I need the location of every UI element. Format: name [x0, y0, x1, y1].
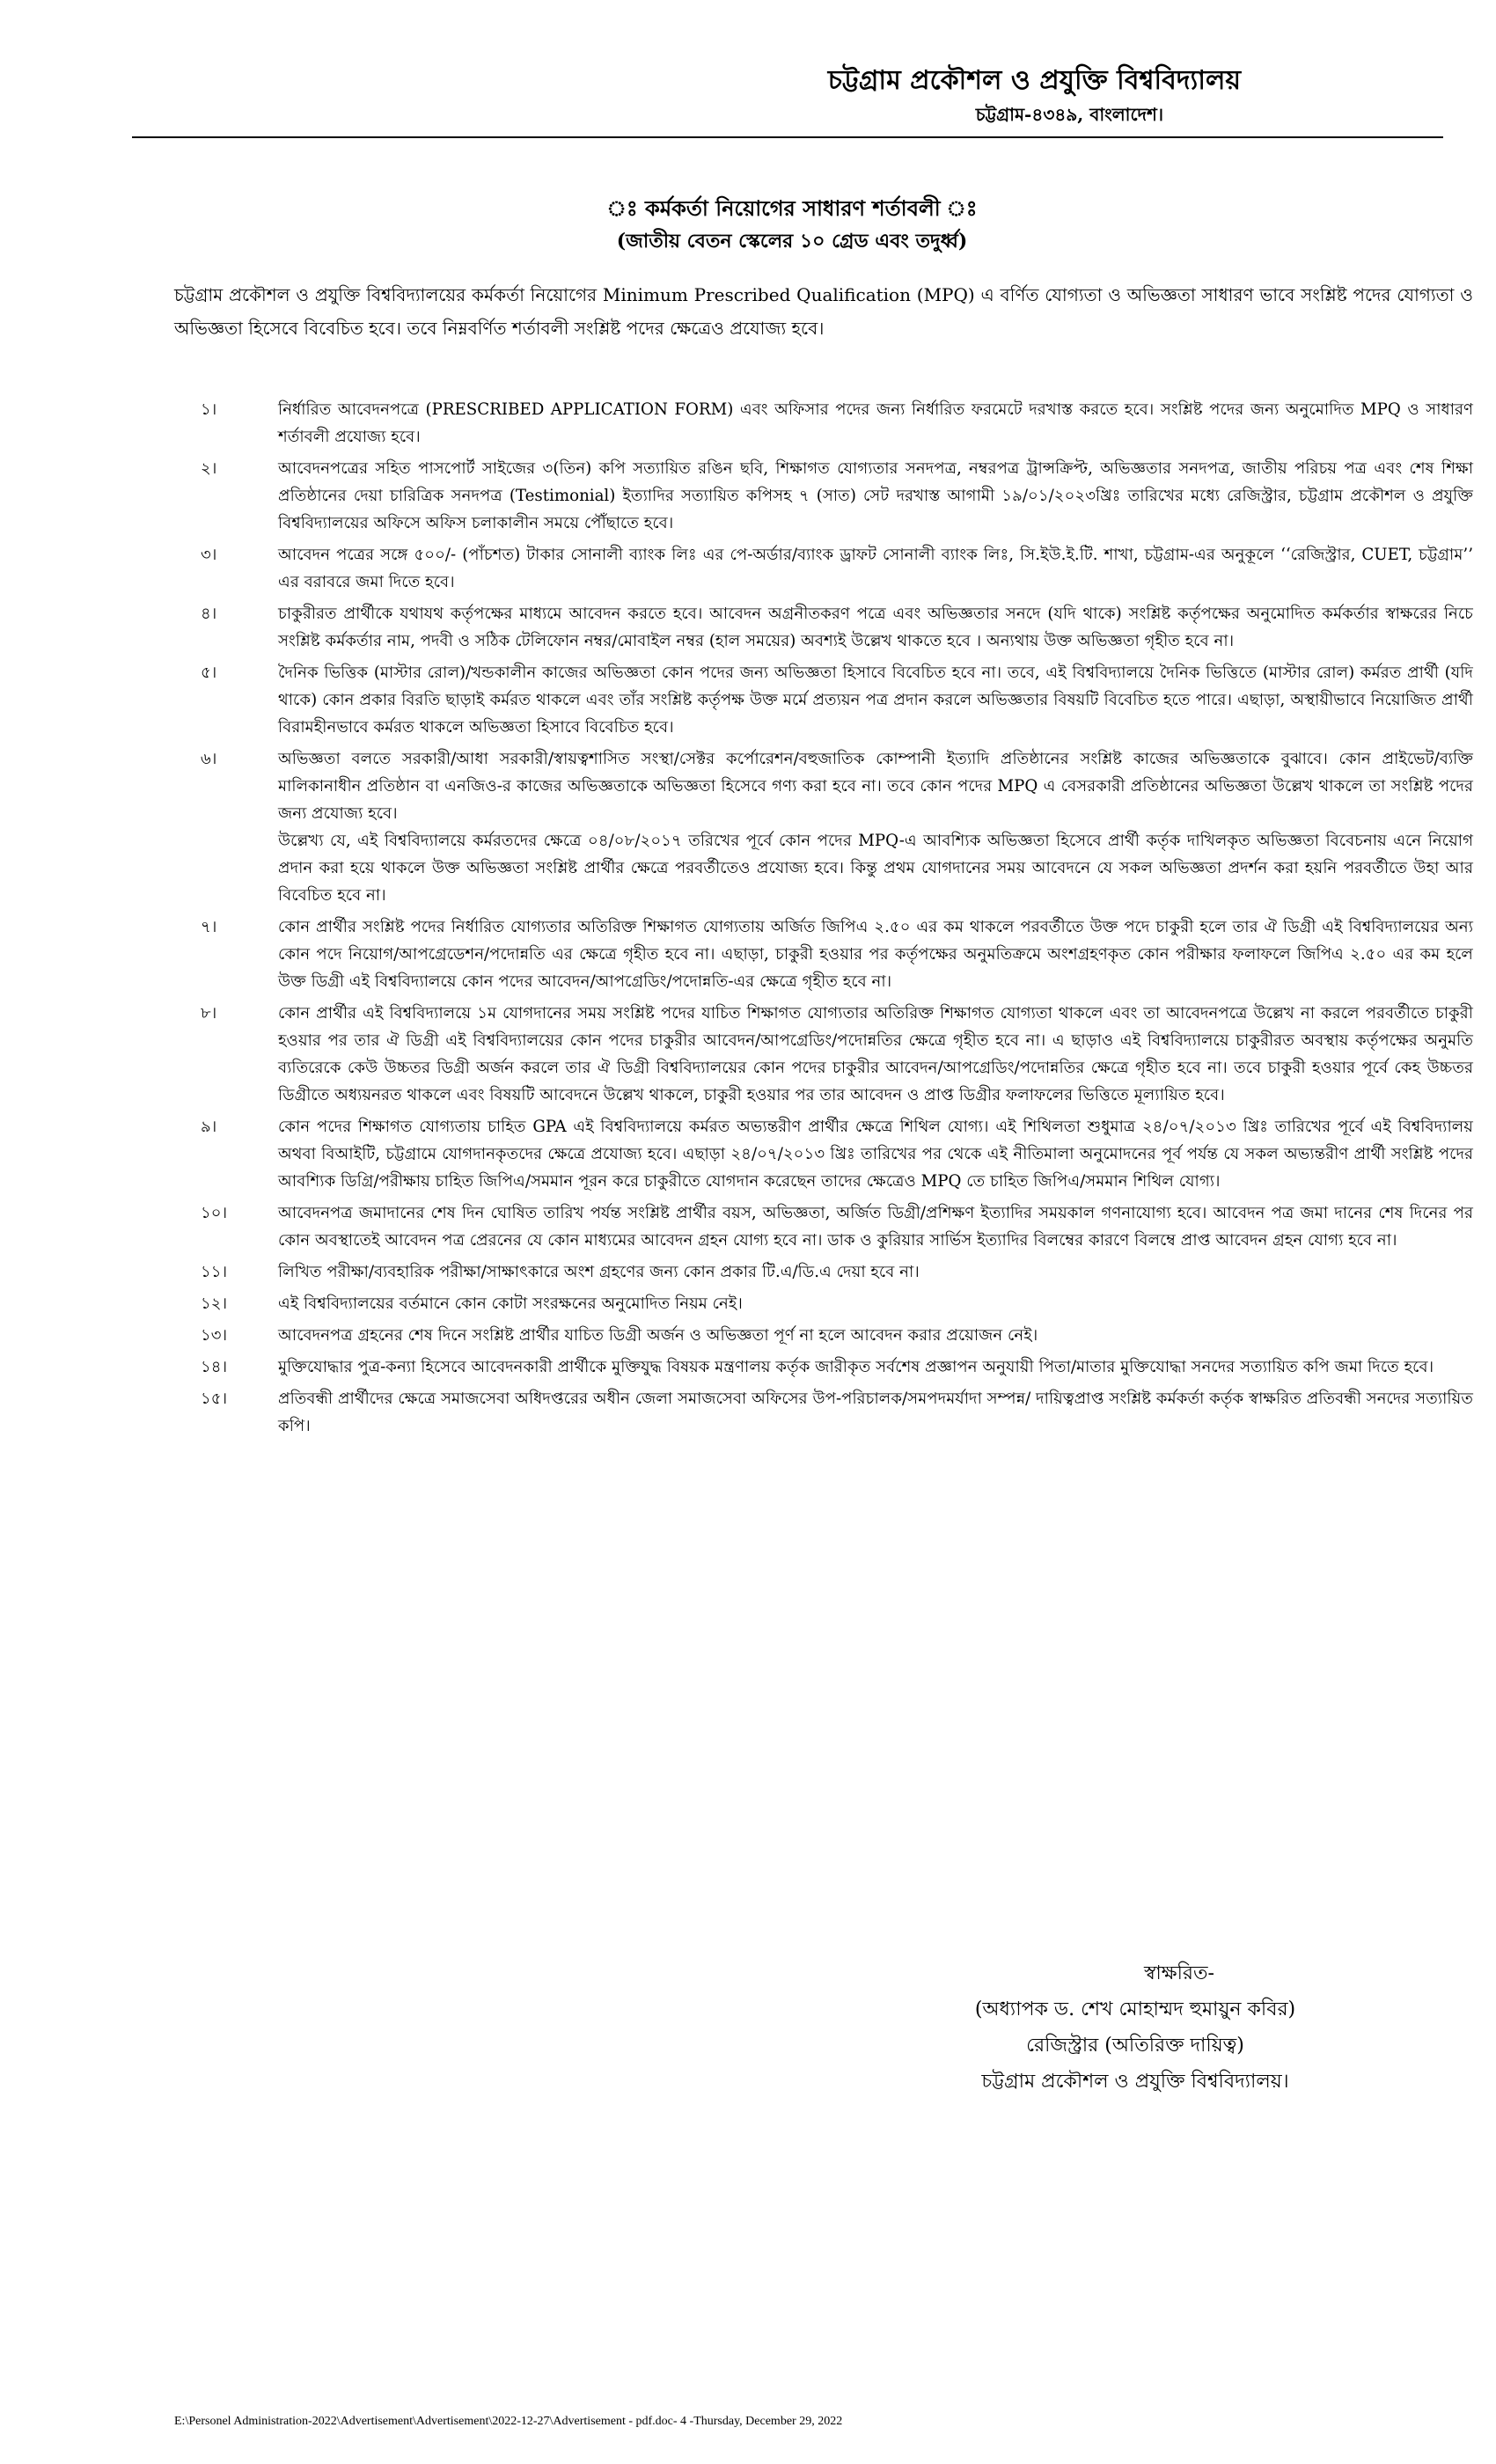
- term-text: আবেদন পত্রের সঙ্গে ৫০০/- (পাঁচশত) টাকার সোনালী ব্যাংক লিঃ এর পে-অর্ডার/ব্যাংক ড্রাফট সোনালী ব্যাংক লিঃ, সি.ইউ.ই.টি. শাখা, চট্টগ্রাম-এর অনুকূলে ‘‘রেজিস্ট্রার, CUET, চট্টগ্রাম’’ এর বরাবরে জমা দিতে হবে।: [278, 546, 1473, 591]
- term-text: চাকুরীরত প্রার্থীকে যথাযথ কর্তৃপক্ষের মাধ্যমে আবেদন করতে হবে। আবেদন অগ্রনীতকরণ পত্রে এবং অভিজ্ঞতার সনদে (যদি থাকে) সংশ্লিষ্ট কর্তৃপক্ষের অনুমোদিত কর্মকর্তার স্বাক্ষরের নিচে সংশ্লিষ্ট কর্মকর্তার নাম, পদবী ও সঠিক টেলিফোন নম্বর/মোবাইল নম্বর (হাল সময়ের) অবশ্যই উল্লেখ থাকতে হবে । অন্যথায় উক্ত অভিজ্ঞতা গৃহীত হবে না।: [278, 605, 1473, 650]
- term-text: মুক্তিযোদ্ধার পুত্র-কন্যা হিসেবে আবেদনকারী প্রার্থীকে মুক্তিযুদ্ধ বিষয়ক মন্ত্রণালয় কর্তৃক জারীকৃত সর্বশেষ প্রজ্ঞাপন অনুযায়ী পিতা/মাতার মুক্তিযোদ্ধা সনদের সত্যায়িত কপি জমা দিতে হবে।: [278, 1358, 1434, 1376]
- list-item: [174, 541, 1473, 596]
- intro-paragraph: চট্টগ্রাম প্রকৌশল ও প্রযুক্তি বিশ্ববিদ্যালয়ের কর্মকর্তা নিয়োগের Minimum Prescribed Qualification (MPQ) এ বর্ণিত যোগ্যতা ও অভিজ্ঞতা সাধারণ ভাবে সংশ্লিষ্ট পদের যোগ্যতা ও অভিজ্ঞতা হিসেবে বিবেচিত হবে। তবে নিম্নবর্ণিত শর্তাবলী সংশ্লিষ্ট পদের ক্ষেত্রেও প্রযোজ্য হবে।: [174, 284, 1473, 339]
- list-item: [174, 913, 1473, 995]
- list-item: [174, 1385, 1473, 1440]
- list-item: [174, 745, 1473, 909]
- list-item: [174, 1258, 1473, 1286]
- university-name: চট্টগ্রাম প্রকৌশল ও প্রযুক্তি বিশ্ববিদ্যালয়: [827, 65, 1241, 96]
- term-number: ১।: [201, 400, 217, 419]
- list-item: [174, 396, 1473, 451]
- letterhead: [132, 62, 1443, 128]
- term-number: ১৫।: [201, 1390, 228, 1408]
- term-text: আবেদনপত্র গ্রহনের শেষ দিনে সংশ্লিষ্ট প্রার্থীর যাচিত ডিগ্রী অর্জন ও অভিজ্ঞতা পূর্ণ না হলে আবেদন করার প্রয়োজন নেই।: [278, 1326, 1038, 1345]
- terms-list: [174, 396, 1473, 1444]
- signatory-designation: রেজিস্ট্রার (অতিরিক্ত দায়িত্ব): [1026, 2035, 1244, 2057]
- list-item: [174, 1199, 1473, 1254]
- document-subtitle: (জাতীয় বেতন স্কেলের ১০ গ্রেড এবং তদুর্ধ্ব): [616, 230, 968, 253]
- signature-label: স্বাক্ষরিত-: [1144, 1962, 1214, 1984]
- term-number: ১০।: [201, 1204, 228, 1222]
- file-path-footer: E:\Personel Administration-2022\Advertisement\Advertisement\2022-12-27\Advertisement - pdf.doc- 4 -Thursday, December 29, 2022: [174, 2415, 843, 2428]
- university-address: চট্টগ্রাম-৪৩৪৯, বাংলাদেশ।: [975, 104, 1163, 125]
- list-item: [174, 659, 1473, 741]
- term-text: আবেদনপত্র জমাদানের শেষ দিন ঘোষিত তারিখ পর্যন্ত সংশ্লিষ্ট প্রার্থীর বয়স, অভিজ্ঞতা, অর্জিত ডিগ্রী/প্রশিক্ষণ ইত্যাদির সময়কাল গণনাযোগ্য হবে। আবেদন পত্র জমা দানের শেষ দিনের পর কোন অবস্থাতেই আবেদন পত্র প্রেরনের যে কোন মাধ্যমের আবেদন গ্রহন যোগ্য হবে না। ডাক ও কুরিয়ার সার্ভিস ইত্যাদির বিলম্বের কারণে বিলম্বে প্রাপ্ত আবেদন গ্রহন যোগ্য হবে না।: [278, 1204, 1473, 1250]
- term-number: ৩।: [201, 546, 217, 564]
- term-number: ১১।: [201, 1263, 228, 1281]
- term-number: ৮।: [201, 1004, 217, 1023]
- list-item: [174, 1322, 1473, 1349]
- list-item: [174, 600, 1473, 655]
- term-text: আবেদনপত্রের সহিত পাসপোর্ট সাইজের ৩(তিন) কপি সত্যায়িত রঙিন ছবি, শিক্ষাগত যোগ্যতার সনদপত্র, নম্বরপত্র ট্রান্সক্রিপ্ট, অভিজ্ঞতার সনদপত্র, জাতীয় পরিচয় পত্র এবং শেষ শিক্ষা প্রতিষ্ঠানের দেয়া চারিত্রিক সনদপত্র (Testimonial) ইত্যাদির সত্যায়িত কপিসহ ৭ (সাত) সেট দরখাস্ত আগামী ১৯/০১/২০২৩খ্রিঃ তারিখের মধ্যে রেজিস্ট্রার, চট্টগ্রাম প্রকৌশল ও প্রযুক্তি বিশ্ববিদ্যালয়ের অফিসে অফিস চলাকালীন সময়ে পৌঁছাতে হবে।: [278, 459, 1473, 532]
- term-number: ৫।: [201, 664, 217, 682]
- term-number: ৪।: [201, 605, 217, 623]
- signature-block: [862, 1955, 1408, 2100]
- term-note: উল্লেখ্য যে, এই বিশ্ববিদ্যালয়ে কর্মরতদের ক্ষেত্রে ০৪/০৮/২০১৭ তরিখের পূর্বে কোন পদের MPQ-এ আবশ্যিক অভিজ্ঞতা হিসেবে প্রার্থী কর্তৃক দাখিলকৃত অভিজ্ঞতা বিবেচনায় এনে নিয়োগ প্রদান করা হয়ে থাকলে উক্ত অভিজ্ঞতা সংশ্লিষ্ট প্রার্থীর ক্ষেত্রে পরবর্তীতেও প্রযোজ্য হবে। কিন্তু প্রথম যোগদানের সময় আবেদনে যে সকল অভিজ্ঞতা প্রদর্শন করা হয়নি পরবর্তীতে উহা আর বিবেচিত হবে না।: [278, 832, 1473, 905]
- term-text: কোন প্রার্থীর এই বিশ্ববিদ্যালয়ে ১ম যোগদানের সময় সংশ্লিষ্ট পদের যাচিত শিক্ষাগত যোগ্যতার অতিরিক্ত শিক্ষাগত যোগ্যতা থাকলে এবং তা আবেদনপত্রে উল্লেখ না করলে পরবর্তীতে চাকুরী হওয়ার পর তার ঐ ডিগ্রী এই বিশ্ববিদ্যালয়ের কোন পদের চাকুরীর আবেদন/আপগ্রেডিং/পদোন্নতির ক্ষেত্রে গৃহীত হবে না। এ ছাড়াও এই বিশ্ববিদ্যালয়ে চাকুরীরত অবস্থায় কর্তৃপক্ষের অনুমতি ব্যতিরেকে কেউ উচ্চতর ডিগ্রী অর্জন করলে তার ঐ ডিগ্রী বিশ্ববিদ্যালয়ের কোন পদের চাকুরীর আবেদন/আপগ্রেডিং/পদোন্নতির ক্ষেত্রে গৃহীত হবে না। তবে চাকুরী হওয়ার পূর্বে কেহ উচ্চতর ডিগ্রীতে অধ্যয়নরত থাকলে এবং বিষয়টি আবেদনে উল্লেখ থাকলে, চাকুরী হওয়ার পর তার আবেদন ও প্রাপ্ত ডিগ্রীর ফলাফলের ভিত্তিতে মূল্যায়িত হবে।: [278, 1004, 1473, 1104]
- list-item: [174, 1290, 1473, 1317]
- header-divider: [132, 136, 1443, 138]
- term-number: ৭।: [201, 918, 217, 936]
- term-text: নির্ধারিত আবেদনপত্রে (PRESCRIBED APPLICATION FORM) এবং অফিসার পদের জন্য নির্ধারিত ফরমেটে দরখাস্ত করতে হবে। সংশ্লিষ্ট পদের জন্য অনুমোদিত MPQ ও সাধারণ শর্তাবলী প্রযোজ্য হবে।: [278, 400, 1473, 446]
- title-block: [132, 192, 1452, 257]
- list-item: [174, 1113, 1473, 1195]
- term-number: ১৪।: [201, 1358, 228, 1376]
- term-number: ২।: [201, 459, 217, 478]
- signatory-name: (অধ্যাপক ড. শেখ মোহাম্মদ হুমায়ুন কবির): [974, 1998, 1296, 2020]
- list-item: [174, 1000, 1473, 1109]
- document-title: ঃ কর্মকর্তা নিয়োগের সাধারণ শর্তাবলী ঃ: [606, 195, 978, 221]
- signatory-institution: চট্টগ্রাম প্রকৌশল ও প্রযুক্তি বিশ্ববিদ্যালয়।: [981, 2071, 1289, 2093]
- term-number: ৬।: [201, 750, 217, 768]
- term-text: প্রতিবন্ধী প্রার্থীদের ক্ষেত্রে সমাজসেবা অধিদপ্তরের অধীন জেলা সমাজসেবা অফিসের উপ-পরিচালক/সমপদমর্যাদা সম্পন্ন/ দায়িত্বপ্রাপ্ত সংশ্লিষ্ট কর্মকর্তা কর্তৃক স্বাক্ষরিত প্রতিবন্ধী সনদের সত্যায়িত কপি।: [278, 1390, 1473, 1435]
- term-text: লিখিত পরীক্ষা/ব্যবহারিক পরীক্ষা/সাক্ষাৎকারে অংশ গ্রহণের জন্য কোন প্রকার টি.এ/ডি.এ দেয়া হবে না।: [278, 1263, 920, 1281]
- term-number: ১৩।: [201, 1326, 228, 1345]
- list-item: [174, 455, 1473, 537]
- term-text: অভিজ্ঞতা বলতে সরকারী/আধা সরকারী/স্বায়ত্বশাসিত সংস্থা/সেক্টর কর্পোরেশন/বহুজাতিক কোম্পানী ইত্যাদি প্রতিষ্ঠানের সংশ্লিষ্ট কাজের অভিজ্ঞতাকে বুঝাবে। কোন প্রাইভেট/ব্যক্তি মালিকানাধীন প্রতিষ্ঠান বা এনজিও-র কাজের অভিজ্ঞতাকে অভিজ্ঞতা হিসেবে গণ্য করা হবে না। তবে কোন পদের MPQ এ বেসরকারী প্রতিষ্ঠানের অভিজ্ঞতা উল্লেখ থাকলে তা সংশ্লিষ্ট পদের জন্য প্রযোজ্য হবে।: [278, 750, 1473, 823]
- term-text: এই বিশ্ববিদ্যালয়ের বর্তমানে কোন কোটা সংরক্ষনের অনুমোদিত নিয়ম নেই।: [278, 1294, 743, 1313]
- term-text: দৈনিক ভিত্তিক (মাস্টার রোল)/খন্ডকালীন কাজের অভিজ্ঞতা কোন পদের জন্য অভিজ্ঞতা হিসাবে বিবেচিত হবে না। তবে, এই বিশ্ববিদ্যালয়ে দৈনিক ভিত্তিতে (মাস্টার রোল) কর্মরত প্রার্থী (যদি থাকে) কোন প্রকার বিরতি ছাড়াই কর্মরত থাকলে এবং তাঁর সংশ্লিষ্ট কর্তৃপক্ষ উক্ত মর্মে প্রত্যয়ন পত্র প্রদান করলে অভিজ্ঞতার বিষয়টি বিবেচিত হতে পারে। এছাড়া, অস্থায়ীভাবে নিয়োজিত প্রার্থী বিরামহীনভাবে কর্মরত থাকলে অভিজ্ঞতা হিসাবে বিবেচিত হবে।: [278, 664, 1473, 737]
- term-number: ৯।: [201, 1118, 217, 1136]
- term-text: কোন প্রার্থীর সংশ্লিষ্ট পদের নির্ধারিত যোগ্যতার অতিরিক্ত শিক্ষাগত যোগ্যতায় অর্জিত জিপিএ ২.৫০ এর কম থাকলে পরবর্তীতে উক্ত পদে চাকুরী হলে তার ঐ ডিগ্রী এই বিশ্ববিদ্যালয়ের অন্য কোন পদে নিয়োগ/আপগ্রেডেশন/পদোন্নতি এর ক্ষেত্রে গৃহীত হবে না। এছাড়া, চাকুরী হওয়ার পর কর্তৃপক্ষের অনুমতিক্রমে অংশগ্রহণকৃত কোন পরীক্ষার ফলাফলে জিপিএ ২.৫০ এর কম হলে উক্ত ডিগ্রী এই বিশ্ববিদ্যালয়ে কোন পদের আবেদন/আপগ্রেডিং/পদোন্নতি-এর ক্ষেত্রে গৃহীত হবে না।: [278, 918, 1473, 991]
- term-number: ১২।: [201, 1294, 228, 1313]
- list-item: [174, 1353, 1473, 1381]
- term-text: কোন পদের শিক্ষাগত যোগ্যতায় চাহিত GPA এই বিশ্ববিদ্যালয়ে কর্মরত অভ্যন্তরীণ প্রার্থীর ক্ষেত্রে শিথিল যোগ্য। এই শিথিলতা শুধুমাত্র ২৪/০৭/২০১৩ খ্রিঃ তারিখের পূর্বে এই বিশ্ববিদ্যালয় অথবা বিআইটি, চট্টগ্রামে যোগদানকৃতদের ক্ষেত্রে প্রযোজ্য হবে। এছাড়া ২৪/০৭/২০১৩ খ্রিঃ তারিখের পর থেকে এই নীতিমালা অনুমোদনের পূর্ব পর্যন্ত যে সকল অভ্যন্তরীণ প্রার্থী সংশ্লিষ্ট পদের আবশ্যিক ডিগ্রি/পরীক্ষায় চাহিত জিপিএ/সমমান পূরন করে চাকুরীতে যোগদান করেছেন তাদের ক্ষেত্রেও MPQ তে চাহিত জিপিএ/সমমান শিথিল যোগ্য।: [278, 1118, 1473, 1191]
